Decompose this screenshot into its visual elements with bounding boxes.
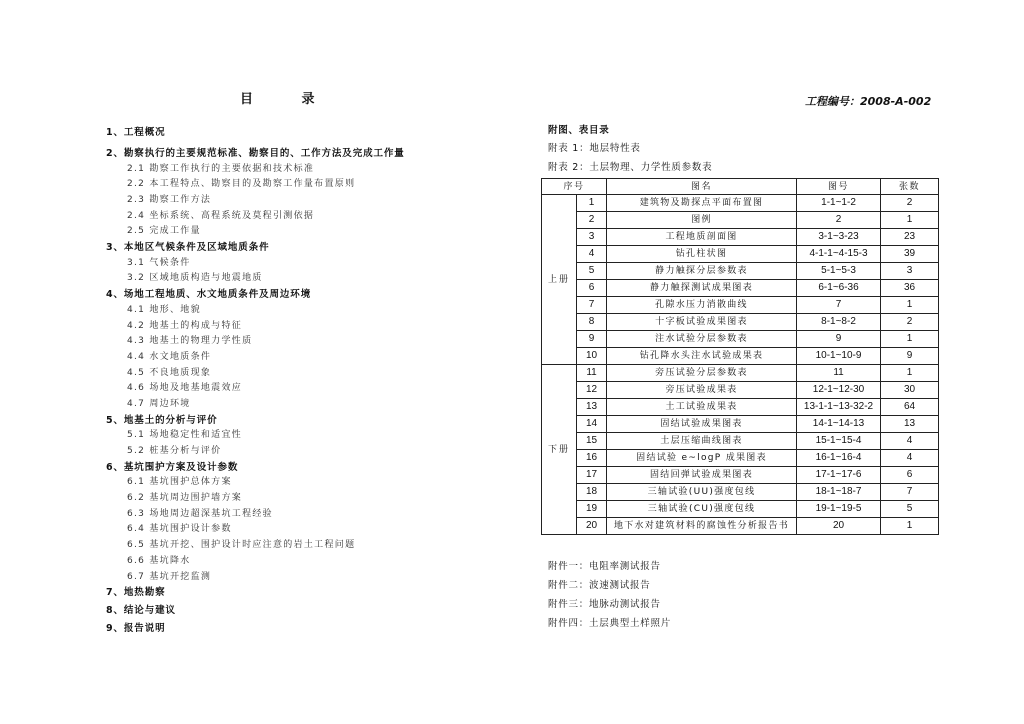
row-number: 20	[577, 518, 607, 535]
table-row	[542, 518, 939, 535]
table-row	[542, 433, 939, 450]
attachment-entry: 附件三：地脉动测试报告	[548, 599, 661, 610]
row-number: 3	[577, 229, 607, 246]
row-number: 13	[577, 399, 607, 416]
row-number: 1	[577, 195, 607, 212]
toc-section: 2.3 勘察工作方法	[127, 195, 212, 206]
table-row	[542, 484, 939, 501]
toc-section: 4.3 地基土的物理力学性质	[127, 336, 253, 347]
row-title: 注水试验分层参数表	[607, 331, 797, 348]
row-count: 1	[881, 212, 939, 229]
table-row	[542, 263, 939, 280]
toc-chapter: 4、场地工程地质、水文地质条件及周边环境	[106, 289, 312, 301]
row-code: 1-1~1-2	[797, 195, 881, 212]
row-number: 17	[577, 467, 607, 484]
row-title: 三轴试验(CU)强度包线	[607, 501, 797, 518]
row-title: 土工试验成果表	[607, 399, 797, 416]
table-row	[542, 280, 939, 297]
row-code: 3-1~3-23	[797, 229, 881, 246]
row-number: 15	[577, 433, 607, 450]
row-code: 12-1~12-30	[797, 382, 881, 399]
row-code: 5-1~5-3	[797, 263, 881, 280]
toc-section: 2.2 本工程特点、勘察目的及勘察工作量布置原则	[127, 179, 356, 190]
row-count: 5	[881, 501, 939, 518]
row-count: 39	[881, 246, 939, 263]
row-count: 1	[881, 297, 939, 314]
row-code: 2	[797, 212, 881, 229]
toc-section: 5.2 桩基分析与评价	[127, 446, 222, 457]
toc-section: 2.5 完成工作量	[127, 226, 201, 237]
row-number: 14	[577, 416, 607, 433]
row-title: 钻孔降水头注水试验成果表	[607, 348, 797, 365]
toc-section: 2.4 坐标系统、高程系统及莫程引测依据	[127, 210, 315, 221]
toc-section: 4.7 周边环境	[127, 398, 191, 409]
volume-label: 下册	[542, 365, 577, 535]
toc-chapter: 2、勘察执行的主要规范标准、勘察目的、工作方法及完成工作量	[106, 147, 405, 159]
table-row	[542, 348, 939, 365]
row-title: 静力触探分层参数表	[607, 263, 797, 280]
row-count: 4	[881, 450, 939, 467]
row-code: 9	[797, 331, 881, 348]
appendix-table-entry: 附表 2：土层物理、力学性质参数表	[548, 162, 713, 173]
row-title: 钻孔柱状图	[607, 246, 797, 263]
row-count: 6	[881, 467, 939, 484]
table-row	[542, 365, 939, 382]
toc-chapter: 3、本地区气候条件及区域地质条件	[106, 242, 270, 254]
row-number: 9	[577, 331, 607, 348]
row-code: 4-1-1~4-15-3	[797, 246, 881, 263]
table-row	[542, 501, 939, 518]
project-number: 工程编号：2008-A-002	[805, 95, 932, 108]
table-row	[542, 314, 939, 331]
toc-section: 6.4 基坑围护设计参数	[127, 524, 232, 535]
row-count: 2	[881, 195, 939, 212]
toc-chapter: 8、结论与建议	[106, 605, 176, 617]
table-row	[542, 212, 939, 229]
row-title: 地下水对建筑材料的腐蚀性分析报告书	[607, 518, 797, 535]
row-number: 16	[577, 450, 607, 467]
row-code: 16-1~16-4	[797, 450, 881, 467]
row-title: 旁压试验成果表	[607, 382, 797, 399]
toc-chapter: 9、报告说明	[106, 623, 166, 635]
toc-section: 6.1 基坑围护总体方案	[127, 477, 232, 488]
row-code: 10-1~10-9	[797, 348, 881, 365]
attachment-entry: 附件一：电阻率测试报告	[548, 561, 661, 572]
row-code: 13-1-1~13-32-2	[797, 399, 881, 416]
table-of-contents	[106, 125, 526, 637]
row-count: 2	[881, 314, 939, 331]
row-count: 64	[881, 399, 939, 416]
row-count: 9	[881, 348, 939, 365]
attachment-entry: 附件二：波速测试报告	[548, 580, 651, 591]
table-row	[542, 416, 939, 433]
row-number: 4	[577, 246, 607, 263]
row-count: 3	[881, 263, 939, 280]
row-code: 7	[797, 297, 881, 314]
row-count: 7	[881, 484, 939, 501]
row-count: 1	[881, 331, 939, 348]
row-number: 19	[577, 501, 607, 518]
row-code: 15-1~15-4	[797, 433, 881, 450]
row-count: 13	[881, 416, 939, 433]
row-title: 三轴试验(UU)强度包线	[607, 484, 797, 501]
toc-section: 6.6 基坑降水	[127, 555, 191, 566]
table-row	[542, 399, 939, 416]
toc-chapter: 6、基坑围护方案及设计参数	[106, 461, 239, 473]
toc-section: 6.5 基坑开挖、围护设计时应注意的岩土工程问题	[127, 540, 356, 551]
row-title: 旁压试验分层参数表	[607, 365, 797, 382]
table-row	[542, 297, 939, 314]
row-count: 36	[881, 280, 939, 297]
header-count: 张数	[881, 179, 939, 195]
row-title: 图例	[607, 212, 797, 229]
header-code: 图号	[797, 179, 881, 195]
table-row	[542, 195, 939, 212]
row-title: 固结试验成果图表	[607, 416, 797, 433]
row-number: 2	[577, 212, 607, 229]
appendix-table-entry: 附表 1：地层特性表	[548, 143, 641, 154]
row-code: 8-1~8-2	[797, 314, 881, 331]
row-number: 6	[577, 280, 607, 297]
row-number: 12	[577, 382, 607, 399]
row-count: 30	[881, 382, 939, 399]
row-title: 孔隙水压力消散曲线	[607, 297, 797, 314]
row-number: 11	[577, 365, 607, 382]
row-number: 18	[577, 484, 607, 501]
volume-label: 上册	[542, 195, 577, 365]
toc-section: 4.6 场地及地基地震效应	[127, 383, 243, 394]
figure-list-table	[541, 178, 939, 535]
toc-section: 4.4 水文地质条件	[127, 351, 212, 362]
toc-section: 6.2 基坑周边围护墙方案	[127, 493, 243, 504]
row-title: 十字板试验成果图表	[607, 314, 797, 331]
table-row	[542, 467, 939, 484]
toc-section: 2.1 勘察工作执行的主要依据和技术标准	[127, 163, 315, 174]
toc-section: 6.7 基坑开挖监测	[127, 571, 212, 582]
row-number: 10	[577, 348, 607, 365]
row-number: 8	[577, 314, 607, 331]
appendix-title: 附图、表目录	[548, 125, 610, 136]
row-code: 6-1~6-36	[797, 280, 881, 297]
row-count: 23	[881, 229, 939, 246]
row-count: 1	[881, 365, 939, 382]
row-code: 18-1~18-7	[797, 484, 881, 501]
table-row	[542, 229, 939, 246]
row-title: 静力触探测试成果图表	[607, 280, 797, 297]
row-title: 工程地质剖面图	[607, 229, 797, 246]
header-seq: 序号	[542, 179, 607, 195]
attachment-entry: 附件四：土层典型土样照片	[548, 618, 672, 629]
row-title: 固结回弹试验成果图表	[607, 467, 797, 484]
row-count: 4	[881, 433, 939, 450]
row-code: 19-1~19-5	[797, 501, 881, 518]
toc-section: 4.2 地基土的构成与特征	[127, 320, 243, 331]
row-title: 土层压缩曲线图表	[607, 433, 797, 450]
header-name: 图名	[607, 179, 797, 195]
row-count: 1	[881, 518, 939, 535]
row-title: 固结试验 e~logP 成果图表	[607, 450, 797, 467]
table-row	[542, 382, 939, 399]
toc-section: 4.5 不良地质现象	[127, 367, 212, 378]
toc-section: 3.1 气候条件	[127, 257, 191, 268]
table-row	[542, 246, 939, 263]
row-number: 5	[577, 263, 607, 280]
table-row	[542, 450, 939, 467]
toc-chapter: 7、地热勘察	[106, 587, 166, 599]
table-header-row	[542, 179, 939, 195]
toc-section: 6.3 场地周边超深基坑工程经验	[127, 508, 273, 519]
table-row	[542, 331, 939, 348]
toc-section: 4.1 地形、地貌	[127, 304, 201, 315]
toc-chapter: 1、工程概况	[106, 127, 166, 138]
row-title: 建筑物及勘探点平面布置图	[607, 195, 797, 212]
toc-chapter: 5、地基土的分析与评价	[106, 414, 218, 426]
row-code: 20	[797, 518, 881, 535]
toc-section: 5.1 场地稳定性和适宜性	[127, 430, 243, 441]
toc-section: 3.2 区域地质构造与地震地质	[127, 273, 263, 284]
row-code: 14-1~14-13	[797, 416, 881, 433]
row-number: 7	[577, 297, 607, 314]
page-title: 目 录	[240, 92, 323, 107]
row-code: 11	[797, 365, 881, 382]
row-code: 17-1~17-6	[797, 467, 881, 484]
